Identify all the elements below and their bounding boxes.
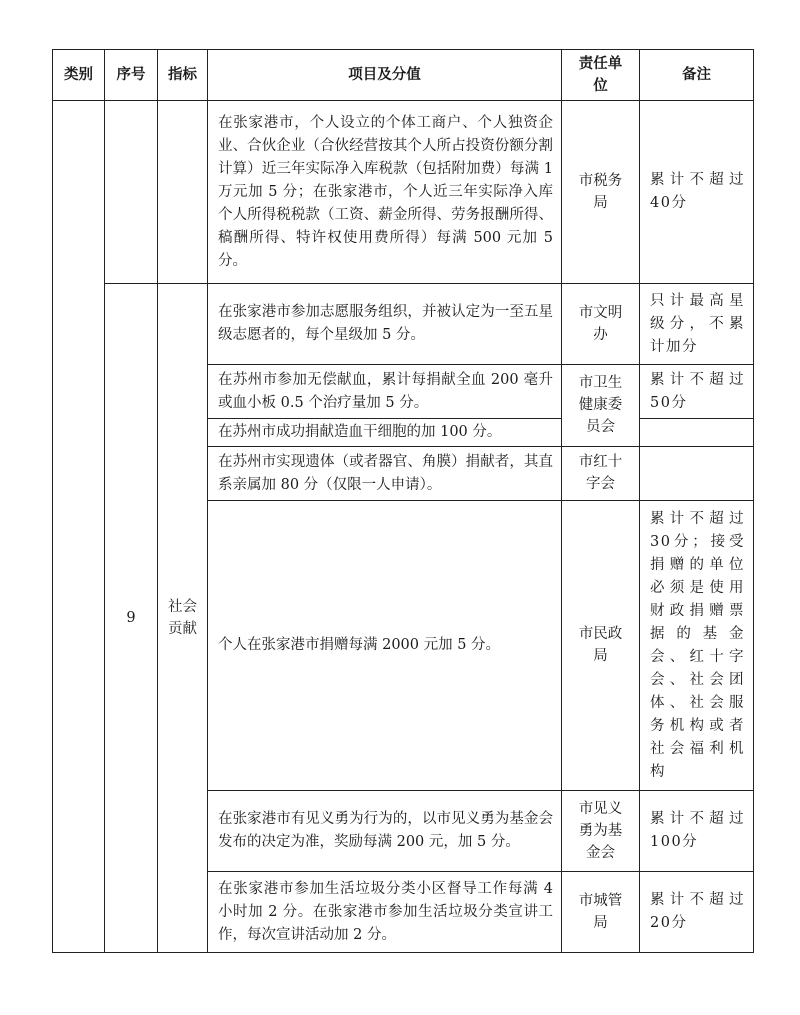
unit-cell <box>562 501 640 791</box>
item-cell: 在苏州市参加无偿献血，累计每捐献全血 200 毫升或血小板 0.5 个治疗量加 5 分。 <box>208 365 562 419</box>
seq-cell-empty <box>105 101 158 284</box>
unit-text: 市税务局 <box>578 172 623 211</box>
note-cell: 只计最高星级分，不累计加分 <box>640 284 754 365</box>
item-cell: 在张家港市，个人设立的个体工商户、个人独资企业、合伙企业（合伙经营按其个人所占投资份额分割计算）近三年实际净入库税款（包括附加费）每满 1 万元加 5 分；在张家港市，个人近三年实际净入库个人所得税税款（工资、薪金所得、劳务报酬所得、稿酬所得、特许权使用费所得）每满 500 元加 5 分。 <box>208 101 562 284</box>
note-cell: 累计不超过100分 <box>640 791 754 872</box>
item-cell: 在苏州市成功捐献造血干细胞的加 100 分。 <box>208 419 562 447</box>
unit-text: 市城管局 <box>578 892 623 931</box>
note-cell <box>640 447 754 501</box>
note-cell: 累计不超过30分；接受捐赠的单位必须是使用财政捐赠票据的基金会、红十字会、社会团体、社会服务机构或者社会福利机构 <box>640 501 754 791</box>
unit-cell <box>562 872 640 953</box>
unit-text: 市文明办 <box>578 304 623 343</box>
table-header-row <box>53 50 754 101</box>
header-item: 项目及分值 <box>208 50 562 101</box>
indicator-text: 社会贡献 <box>168 598 197 637</box>
unit-cell <box>562 791 640 872</box>
unit-text: 市见义勇为基金会 <box>578 800 623 861</box>
header-note: 备注 <box>640 50 754 101</box>
note-cell: 累计不超过20分 <box>640 872 754 953</box>
item-cell: 在张家港市参加生活垃圾分类小区督导工作每满 4 小时加 2 分。在张家港市参加生活垃圾分类宣讲工作，每次宣讲活动加 2 分。 <box>208 872 562 953</box>
unit-text: 市民政局 <box>578 626 623 664</box>
header-seq: 序号 <box>105 50 158 101</box>
item-cell: 在苏州市实现遗体（或者器官、角膜）捐献者，其直系亲属加 80 分（仅限一人申请）。 <box>208 447 562 501</box>
unit-text: 市卫生健康委员会 <box>578 375 623 435</box>
table-row <box>53 101 754 284</box>
score-table <box>52 49 754 953</box>
header-indicator: 指标 <box>158 50 208 101</box>
item-cell: 个人在张家港市捐赠每满 2000 元加 5 分。 <box>208 501 562 791</box>
item-cell: 在张家港市有见义勇为行为的，以市见义勇为基金会发布的决定为准，奖励每满 200 元，加 5 分。 <box>208 791 562 872</box>
unit-cell <box>562 447 640 501</box>
unit-cell <box>562 284 640 365</box>
table-row <box>53 284 754 365</box>
category-cell <box>53 101 105 953</box>
header-unit <box>562 50 640 101</box>
indicator-cell <box>158 284 208 953</box>
unit-cell <box>562 101 640 284</box>
seq-cell: 9 <box>105 284 158 953</box>
indicator-cell-empty <box>158 101 208 284</box>
unit-cell <box>562 365 640 447</box>
note-cell <box>640 419 754 447</box>
header-category: 类别 <box>53 50 105 101</box>
note-cell: 累计不超过50分 <box>640 365 754 419</box>
note-cell: 累计不超过40分 <box>640 101 754 284</box>
header-unit-text: 责任单位 <box>578 55 623 94</box>
item-cell: 在张家港市参加志愿服务组织，并被认定为一至五星级志愿者的，每个星级加 5 分。 <box>208 284 562 365</box>
unit-text: 市红十字会 <box>578 454 623 492</box>
